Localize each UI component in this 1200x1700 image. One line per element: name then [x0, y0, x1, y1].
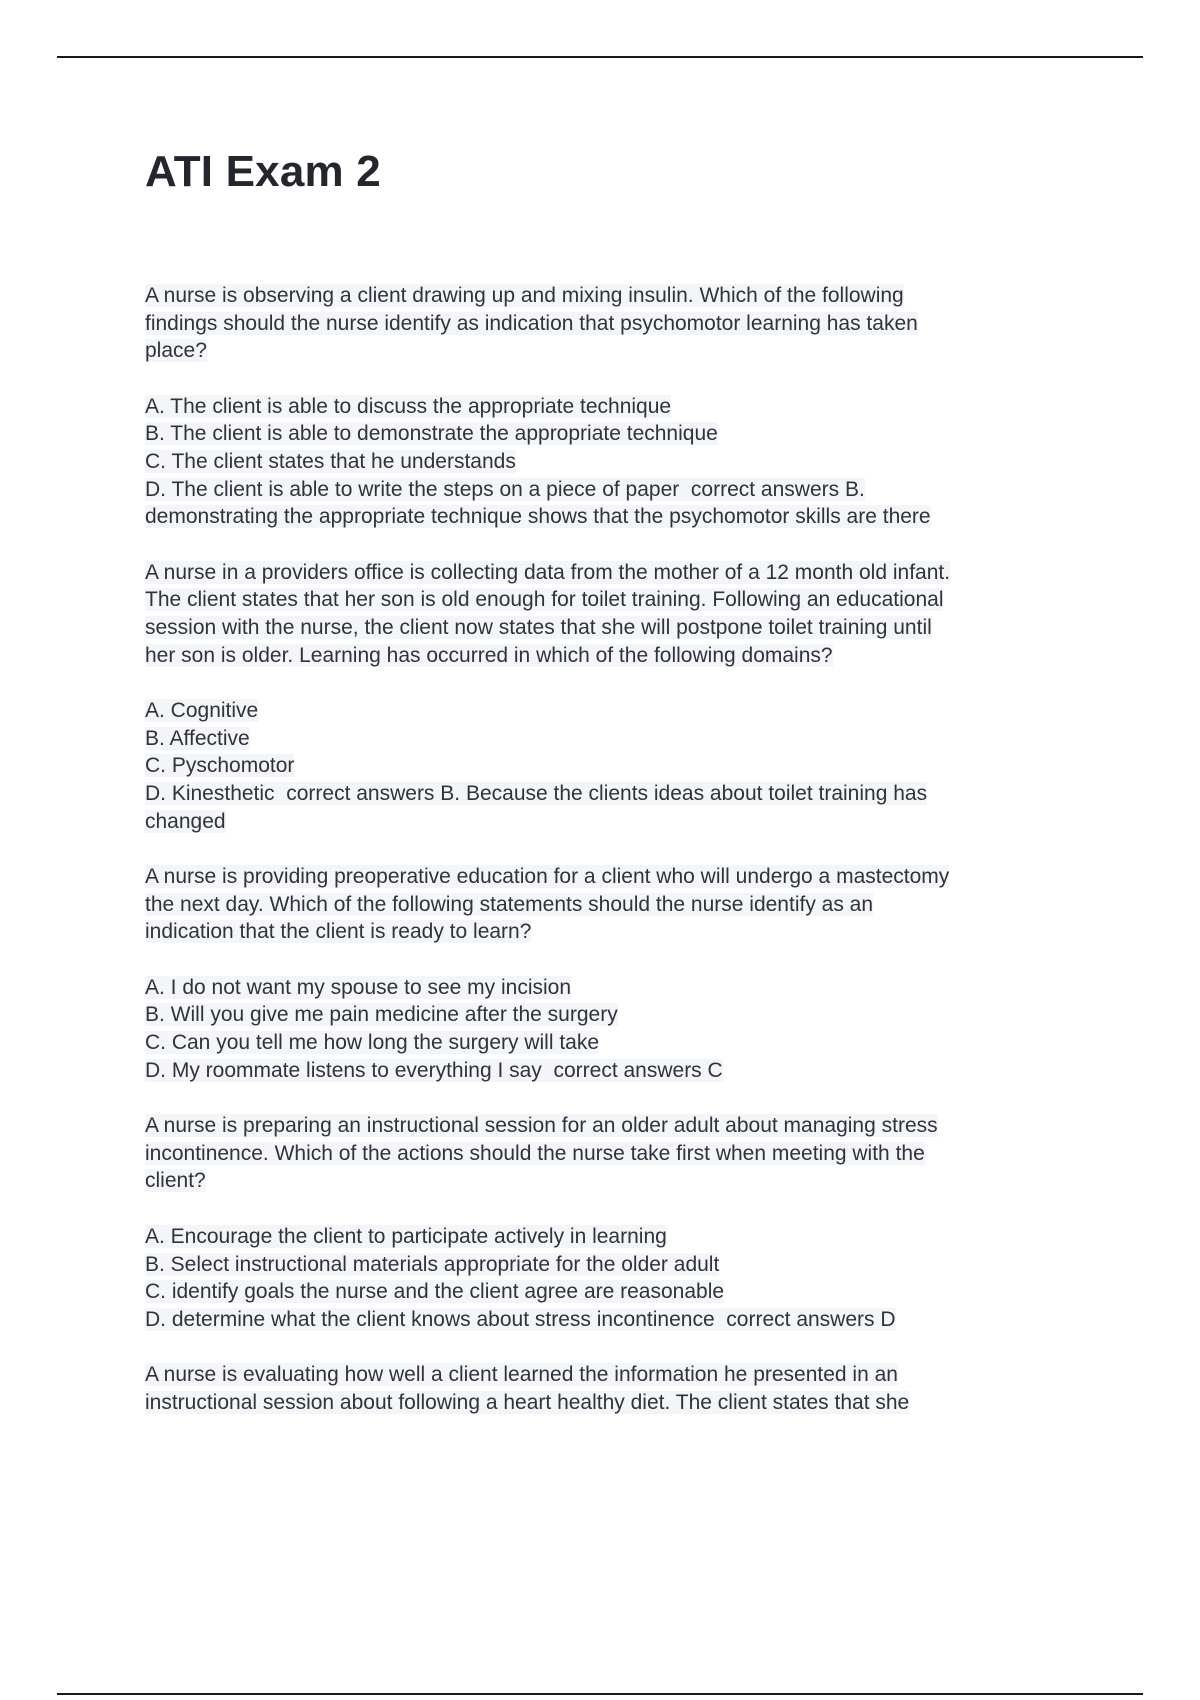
answer-line — [145, 420, 1095, 448]
question-block — [145, 1361, 1095, 1416]
top-rule — [57, 56, 1143, 58]
question-line-text: instructional session about following a heart healthy diet. The client states that she — [145, 1391, 910, 1414]
question-line — [145, 586, 1095, 614]
answer-line — [145, 503, 1095, 531]
answer-line-text: D. My roommate listens to everything I say correct answers C — [145, 1058, 723, 1082]
question-line-text: A nurse is evaluating how well a client learned the information he presented in an — [145, 1363, 898, 1387]
answer-line-text: C. identify goals the nurse and the client agree are reasonable — [145, 1280, 725, 1304]
question-line — [145, 282, 1095, 310]
question-line — [145, 614, 1095, 642]
question-line — [145, 310, 1095, 338]
question-line — [145, 642, 1095, 670]
question-text — [145, 559, 1095, 669]
answer-options — [145, 974, 1095, 1084]
question-line — [145, 1140, 1095, 1168]
answer-line — [145, 808, 1095, 836]
answer-line-text: changed — [145, 809, 226, 833]
question-line — [145, 559, 1095, 587]
answer-line — [145, 974, 1095, 1002]
question-block — [145, 282, 1095, 531]
question-line — [145, 891, 1095, 919]
question-line-text: A nurse is preparing an instructional session for an older adult about managing stress — [145, 1114, 938, 1138]
answer-line — [145, 1306, 1095, 1334]
question-line — [145, 1361, 1095, 1389]
bottom-rule — [57, 1693, 1143, 1695]
answer-line-text: D. The client is able to write the steps on a piece of paper correct answers B. — [145, 477, 865, 501]
question-line — [145, 337, 1095, 365]
question-line-text: A nurse is providing preoperative education for a client who will undergo a mastectomy — [145, 865, 950, 889]
question-line — [145, 1112, 1095, 1140]
answer-line — [145, 448, 1095, 476]
question-line-text: client? — [145, 1169, 206, 1193]
answer-line-text: C. Pyschomotor — [145, 754, 295, 778]
answer-line-text: A. Encourage the client to participate actively in learning — [145, 1225, 667, 1249]
answer-line-text: B. Affective — [145, 726, 250, 750]
answer-options — [145, 697, 1095, 835]
question-line-text: place? — [145, 339, 207, 363]
answer-line-text: A. The client is able to discuss the appropriate technique — [145, 394, 672, 418]
document-body — [145, 145, 1095, 1445]
question-line-text: A nurse in a providers office is collecting data from the mother of a 12 month old infant. — [145, 560, 951, 584]
answer-line — [145, 725, 1095, 753]
question-line — [145, 863, 1095, 891]
answer-options — [145, 1223, 1095, 1333]
answer-line-text: B. Select instructional materials appropriate for the older adult — [145, 1252, 720, 1276]
answer-line — [145, 697, 1095, 725]
question-line-text: her son is older. Learning has occurred in which of the following domains? — [145, 643, 833, 667]
question-line-text: The client states that her son is old enough for toilet training. Following an educational — [145, 588, 944, 612]
answer-line-text: C. Can you tell me how long the surgery will take — [145, 1031, 600, 1055]
question-line — [145, 1167, 1095, 1195]
question-block — [145, 863, 1095, 1084]
answer-line — [145, 1223, 1095, 1251]
answer-line — [145, 393, 1095, 421]
answer-line-text: D. Kinesthetic correct answers B. Because the clients ideas about toilet training has — [145, 781, 928, 805]
question-list — [145, 282, 1095, 1417]
answer-options — [145, 393, 1095, 531]
answer-line — [145, 1251, 1095, 1279]
question-text — [145, 1361, 1095, 1416]
question-text — [145, 282, 1095, 365]
answer-line-text: A. I do not want my spouse to see my incision — [145, 975, 572, 999]
answer-line — [145, 780, 1095, 808]
question-block — [145, 559, 1095, 835]
answer-line-text: C. The client states that he understands — [145, 449, 516, 473]
answer-line — [145, 1057, 1095, 1085]
answer-line — [145, 1278, 1095, 1306]
answer-line-text: B. The client is able to demonstrate the appropriate technique — [145, 422, 718, 446]
question-text — [145, 863, 1095, 946]
question-line-text: findings should the nurse identify as indication that psychomotor learning has taken — [145, 311, 918, 335]
answer-line-text: A. Cognitive — [145, 699, 259, 723]
question-line-text: incontinence. Which of the actions should the nurse take first when meeting with the — [145, 1141, 925, 1165]
answer-line — [145, 1029, 1095, 1057]
answer-line-text: B. Will you give me pain medicine after the surgery — [145, 1003, 618, 1027]
question-line — [145, 918, 1095, 946]
answer-line — [145, 752, 1095, 780]
question-line — [145, 1389, 1095, 1417]
question-line-text: session with the nurse, the client now states that she will postpone toilet training until — [145, 615, 932, 639]
answer-line — [145, 1001, 1095, 1029]
answer-line-text: D. determine what the client knows about stress incontinence correct answers D — [145, 1307, 896, 1331]
question-text — [145, 1112, 1095, 1195]
answer-line — [145, 476, 1095, 504]
question-line-text: the next day. Which of the following statements should the nurse identify as an — [145, 892, 874, 916]
document-title: ATI Exam 2 — [145, 147, 381, 196]
question-block — [145, 1112, 1095, 1333]
question-line-text: indication that the client is ready to learn? — [145, 920, 532, 944]
answer-line-text: demonstrating the appropriate technique shows that the psychomotor skills are there — [145, 505, 931, 529]
question-line-text: A nurse is observing a client drawing up and mixing insulin. Which of the following — [145, 284, 904, 307]
